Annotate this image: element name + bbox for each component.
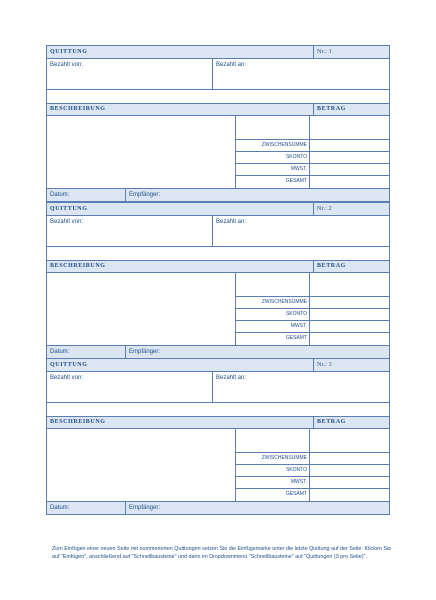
description-header [47,104,389,116]
amount-label: BETRAG [317,106,346,112]
total-field[interactable] [310,489,389,501]
subtotal-label: ZWISCHENSUMME [236,140,309,152]
line-items [47,429,389,502]
subtotal-field[interactable] [310,140,389,152]
description-field[interactable] [47,116,236,188]
receipt-number: Nr.: 3 [317,362,332,368]
description-field[interactable] [47,429,236,501]
receipt-number: Nr.: 2 [317,206,332,212]
totals-labels [236,116,310,188]
recipient-field[interactable] [126,502,389,514]
amount-field[interactable] [310,273,389,297]
recipient-label: Empfänger: [129,349,161,355]
paid-by-label: Bezahlt von: [50,375,84,381]
subtotal-field[interactable] [310,453,389,465]
recipient-label: Empfänger: [129,505,161,511]
receipt-2 [46,202,390,359]
paid-by-label: Bezahlt von: [50,62,84,68]
receipt-title: QUITTUNG [47,46,314,58]
receipt-3 [46,358,390,515]
paid-to-label: Bezahlt an: [216,375,247,381]
discount-label: SKONTO [236,465,309,477]
tax-label: MWST. [236,477,309,489]
line-items [47,273,389,346]
tax-label: MWST. [236,164,309,176]
amount-label: BETRAG [317,263,346,269]
line-items [47,116,389,189]
totals-labels [236,273,310,345]
total-field[interactable] [310,333,389,345]
tax-field[interactable] [310,477,389,489]
spacer-row [47,247,389,261]
paid-by-field[interactable] [47,372,213,402]
subtotal-field[interactable] [310,297,389,309]
receipt-footer [47,502,389,514]
tax-label: MWST. [236,321,309,333]
totals-labels [236,429,310,501]
receipt-title: QUITTUNG [47,203,314,215]
total-label: GESAMT [285,491,307,497]
total-field[interactable] [310,176,389,188]
amount-field[interactable] [310,116,389,140]
receipt-header [47,359,389,372]
amounts-column [310,116,389,188]
date-field[interactable] [47,502,126,514]
tax-field[interactable] [310,321,389,333]
receipt-header [47,203,389,216]
receipt-number: Nr.: 1 [317,49,332,55]
amounts-column [310,429,389,501]
discount-label: SKONTO [236,152,309,164]
paid-to-field[interactable] [213,59,389,89]
tax-field[interactable] [310,164,389,176]
date-field[interactable] [47,346,126,358]
description-label: BESCHREIBUNG [47,104,314,115]
discount-label: SKONTO [236,309,309,321]
spacer-row [47,90,389,104]
date-label: Datum: [50,349,70,355]
date-label: Datum: [50,505,70,511]
paid-to-label: Bezahlt an: [216,62,247,68]
receipt-footer [47,346,389,358]
paid-by-label: Bezahlt von: [50,219,84,225]
discount-field[interactable] [310,152,389,164]
paid-to-field[interactable] [213,372,389,402]
payment-row [47,59,389,90]
payment-row [47,372,389,403]
description-field[interactable] [47,273,236,345]
description-label: BESCHREIBUNG [47,417,314,428]
receipt-1 [46,45,390,202]
amount-field[interactable] [310,429,389,453]
discount-field[interactable] [310,465,389,477]
discount-field[interactable] [310,309,389,321]
receipt-header [47,46,389,59]
subtotal-label: ZWISCHENSUMME [236,453,309,465]
date-field[interactable] [47,189,126,201]
total-label: GESAMT [285,178,307,184]
amount-label: BETRAG [317,419,346,425]
description-header [47,417,389,429]
recipient-field[interactable] [126,346,389,358]
description-label: BESCHREIBUNG [47,261,314,272]
receipt-footer [47,189,389,201]
spacer-row [47,403,389,417]
receipt-title: QUITTUNG [47,359,314,371]
amounts-column [310,273,389,345]
paid-by-field[interactable] [47,59,213,89]
description-header [47,261,389,273]
total-label: GESAMT [285,335,307,341]
paid-to-field[interactable] [213,216,389,246]
payment-row [47,216,389,247]
recipient-field[interactable] [126,189,389,201]
date-label: Datum: [50,192,70,198]
recipient-label: Empfänger: [129,192,161,198]
subtotal-label: ZWISCHENSUMME [236,297,309,309]
paid-to-label: Bezahlt an: [216,219,247,225]
paid-by-field[interactable] [47,216,213,246]
instruction-note: Zum Einfügen einer neuen Seite mit nummerierten Quittungen setzen Sie die Einfügemarke unter die letzte Quittung auf der Seite. Klicken Sie auf "Einfügen", anschließend auf "Schnellbausteine" und dann im Dropdownmenü "Schnellbausteine" auf "Quittungen (3 pro Seite)". [52,546,392,560]
